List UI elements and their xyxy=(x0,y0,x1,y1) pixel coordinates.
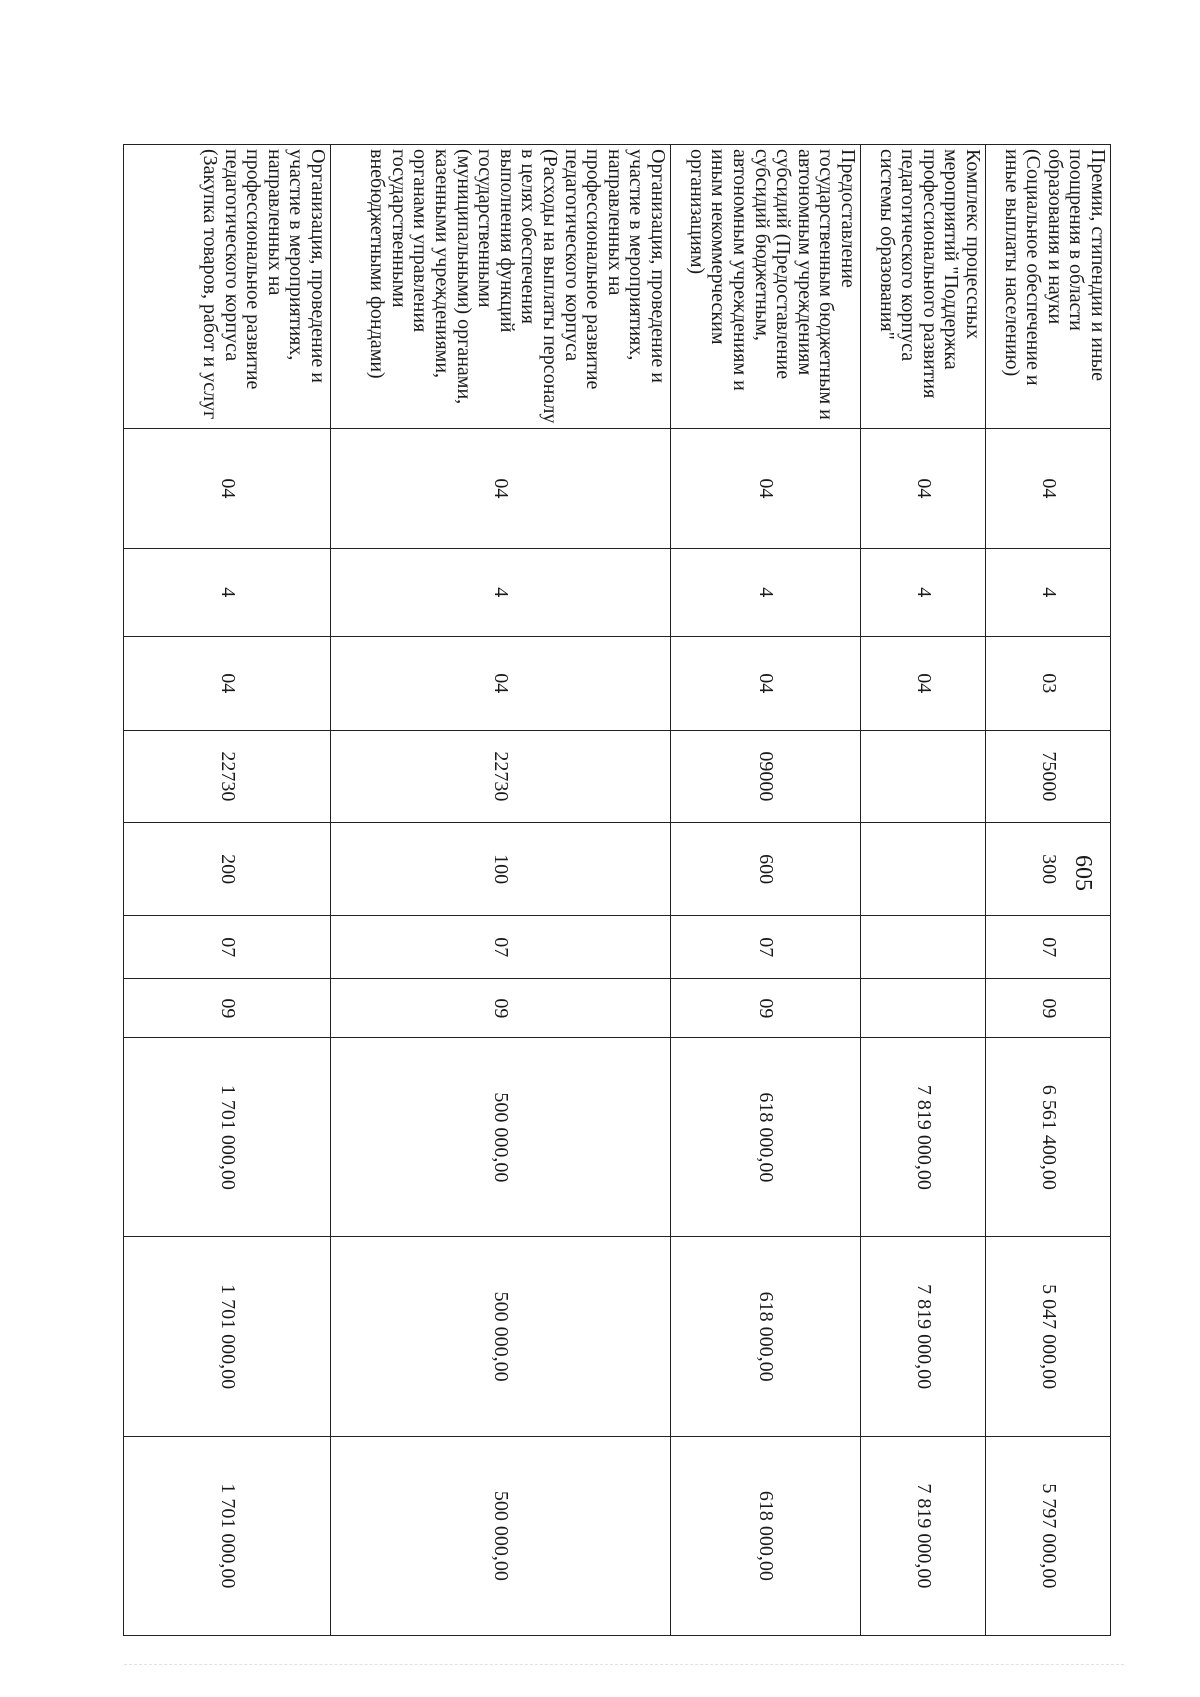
code-cell: 04 xyxy=(986,428,1111,548)
amount-cell: 618 000,00 xyxy=(671,1237,861,1436)
code-cell: 04 xyxy=(861,636,986,730)
code-cell: 100 xyxy=(331,822,671,915)
amount-cell: 7 819 000,00 xyxy=(861,1038,986,1237)
code-cell: 200 xyxy=(124,822,331,915)
row-name: Премии, стипендии и иные поощрения в области образования и науки (Социальное обеспечение и иные выплаты населению) xyxy=(986,145,1111,429)
code-cell: 300 xyxy=(986,822,1111,915)
rotated-table-container xyxy=(124,144,1111,1636)
amount-cell: 618 000,00 xyxy=(671,1038,861,1237)
code-cell: 75000 xyxy=(986,730,1111,822)
amount-cell: 500 000,00 xyxy=(331,1038,671,1237)
code-cell: 22730 xyxy=(124,730,331,822)
table-row xyxy=(861,145,986,1636)
amount-cell: 7 819 000,00 xyxy=(861,1237,986,1436)
code-cell: 07 xyxy=(124,916,331,979)
code-cell: 09000 xyxy=(671,730,861,822)
code-cell xyxy=(861,916,986,979)
row-name: Предоставление государственным бюджетным и автономным учреждениям субсидий (Предоставление субсидий бюджетным, автономным учреждениям и иным некоммерческим организациям) xyxy=(671,145,861,429)
code-cell: 09 xyxy=(124,979,331,1038)
code-cell: 04 xyxy=(671,636,861,730)
scan-artifact-line xyxy=(124,1660,1124,1665)
amount-cell: 1 701 000,00 xyxy=(124,1436,331,1635)
amount-cell: 1 701 000,00 xyxy=(124,1038,331,1237)
code-cell: 09 xyxy=(331,979,671,1038)
budget-table xyxy=(123,144,1111,1636)
table-row xyxy=(331,145,671,1636)
code-cell: 04 xyxy=(671,428,861,548)
code-cell xyxy=(861,822,986,915)
code-cell: 07 xyxy=(671,916,861,979)
code-cell xyxy=(861,979,986,1038)
amount-cell: 7 819 000,00 xyxy=(861,1436,986,1635)
amount-cell: 500 000,00 xyxy=(331,1237,671,1436)
code-cell: 4 xyxy=(124,548,331,636)
page-number: 605 xyxy=(1070,855,1096,891)
code-cell: 04 xyxy=(331,636,671,730)
row-name: Организация, проведение и участие в мероприятиях, направленных на профессиональное развитие педагогического корпуса (Закупка товаров, работ и услуг xyxy=(124,145,331,429)
code-cell: 4 xyxy=(986,548,1111,636)
table-row xyxy=(671,145,861,1636)
code-cell xyxy=(861,730,986,822)
amount-cell: 618 000,00 xyxy=(671,1436,861,1635)
code-cell: 04 xyxy=(124,428,331,548)
code-cell: 4 xyxy=(861,548,986,636)
code-cell: 03 xyxy=(986,636,1111,730)
code-cell: 07 xyxy=(986,916,1111,979)
table-row xyxy=(124,145,331,1636)
amount-cell: 500 000,00 xyxy=(331,1436,671,1635)
table-row xyxy=(986,145,1111,1636)
code-cell: 04 xyxy=(124,636,331,730)
code-cell: 4 xyxy=(331,548,671,636)
amount-cell: 1 701 000,00 xyxy=(124,1237,331,1436)
code-cell: 09 xyxy=(671,979,861,1038)
amount-cell: 5 797 000,00 xyxy=(986,1436,1111,1635)
code-cell: 600 xyxy=(671,822,861,915)
code-cell: 09 xyxy=(986,979,1111,1038)
code-cell: 04 xyxy=(861,428,986,548)
code-cell: 07 xyxy=(331,916,671,979)
amount-cell: 6 561 400,00 xyxy=(986,1038,1111,1237)
row-name: Организация, проведение и участие в мероприятиях, направленных на профессиональное развитие педагогического корпуса (Расходы на выплаты персоналу в целях обеспечения выполнения функций государственными (муниципальными) органами, казенными учреждениями, органами управления государственными внебюджетными фондами) xyxy=(331,145,671,429)
code-cell: 4 xyxy=(671,548,861,636)
code-cell: 22730 xyxy=(331,730,671,822)
row-name: Комплекс процессных мероприятий "Поддержка профессионального развития педагогического корпуса системы образования" xyxy=(861,145,986,429)
code-cell: 04 xyxy=(331,428,671,548)
amount-cell: 5 047 000,00 xyxy=(986,1237,1111,1436)
